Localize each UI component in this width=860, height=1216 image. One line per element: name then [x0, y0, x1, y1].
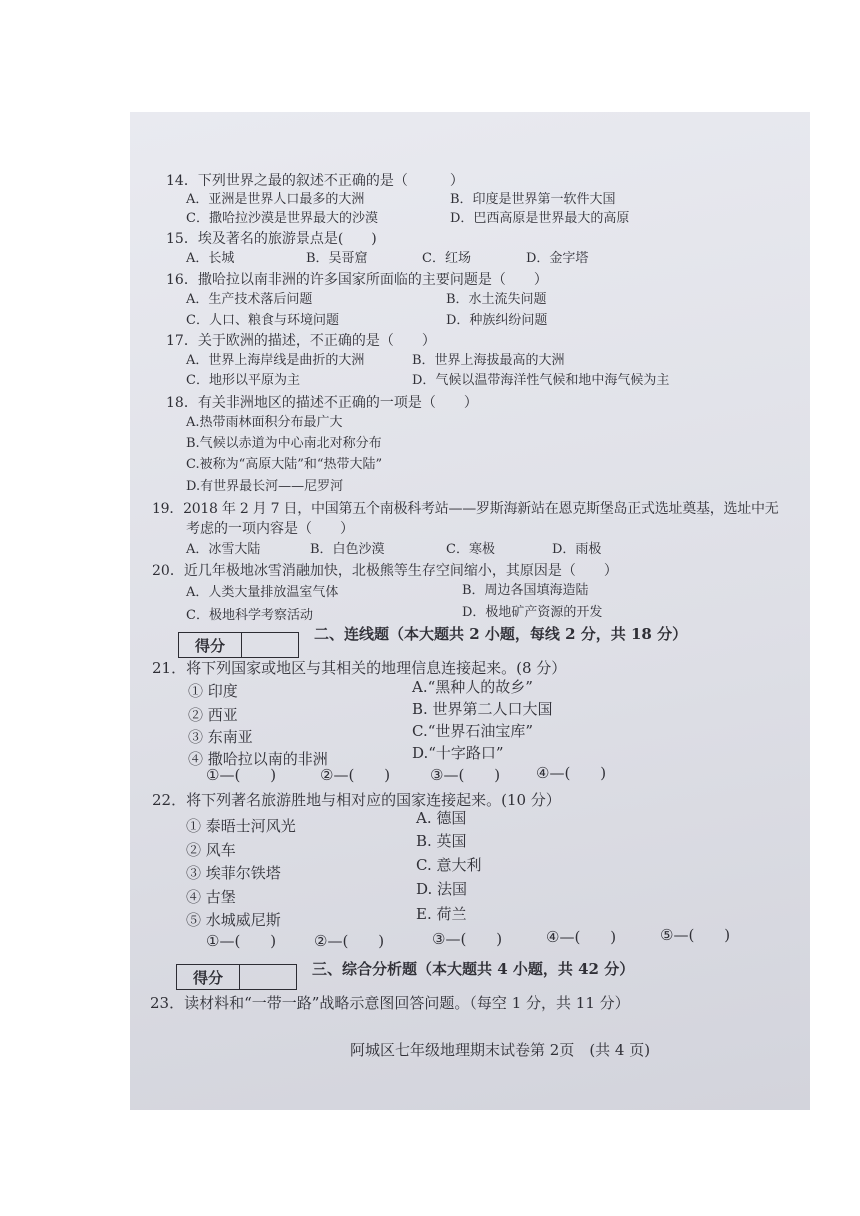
q20-option-b: B．周边各国填海造陆 — [462, 583, 589, 598]
q21-stem: 21．将下列国家或地区与其相关的地理信息连接起来。(8 分） — [152, 659, 567, 677]
q16-option-a: A．生产技术落后问题 — [186, 292, 313, 307]
q22-left-1: ① 泰晤士河风光 — [186, 817, 296, 835]
q20-option-d: D．极地矿产资源的开发 — [462, 605, 603, 620]
section3-title: 三、综合分析题（本大题共 4 小题，共 42 分） — [312, 960, 635, 978]
q18-option-c: C.被称为“高原大陆”和“热带大陆” — [186, 457, 383, 472]
q17-stem: 17．关于欧洲的描述，不正确的是（ ） — [166, 333, 436, 349]
q21-left-3: ③ 东南亚 — [188, 728, 253, 746]
q18-option-a: A.热带雨林面积分布最广大 — [186, 415, 343, 430]
section2-title: 二、连线题（本大题共 2 小题，每线 2 分，共 18 分） — [314, 625, 688, 643]
q17-option-a: A．世界上海岸线是曲折的大洲 — [186, 353, 365, 368]
q18-option-d: D.有世界最长河——尼罗河 — [186, 479, 344, 494]
q21-right-c: C.“世界石油宝库” — [412, 722, 534, 740]
q23-stem: 23．读材料和“一带一路”战略示意图回答问题。（每空 1 分，共 11 分） — [150, 994, 630, 1012]
q22-right-e: E. 荷兰 — [416, 905, 467, 923]
q17-option-b: B．世界上海拔最高的大洲 — [412, 353, 565, 368]
q22-stem: 22．将下列著名旅游胜地与相对应的国家连接起来。(10 分） — [152, 791, 561, 809]
q20-stem: 20．近几年极地冰雪消融加快，北极熊等生存空间缩小，其原因是（ ） — [152, 563, 618, 579]
q21-answer-2: ②—( ) — [320, 766, 391, 784]
q19-stem-line1: 19．2018 年 2 月 7 日，中国第五个南极科考站——罗斯海新站在恩克斯堡岛正式选址奠基，选址中无 — [152, 501, 779, 517]
q19-option-a: A．冰雪大陆 — [186, 542, 261, 557]
q22-answer-1: ①—( ) — [206, 932, 277, 950]
q22-right-d: D. 法国 — [416, 880, 468, 898]
q15-stem: 15．埃及著名的旅游景点是( ) — [166, 231, 377, 247]
q19-stem-line2: 考虑的一项内容是（ ） — [186, 521, 354, 537]
q20-option-a: A．人类大量排放温室气体 — [186, 585, 339, 600]
score-label: 得分 — [179, 633, 242, 657]
q21-right-b: B. 世界第二人口大国 — [412, 700, 553, 718]
q14-option-d: D．巴西高原是世界最大的高原 — [450, 211, 630, 226]
q15-option-d: D．金字塔 — [526, 251, 589, 266]
q21-left-4: ④ 撒哈拉以南的非洲 — [188, 750, 328, 768]
q16-option-d: D．种族纠纷问题 — [446, 313, 548, 328]
exam-page — [130, 112, 810, 1110]
q22-answer-3: ③—( ) — [432, 930, 503, 948]
section2-score-box — [178, 632, 299, 658]
q22-left-4: ④ 古堡 — [186, 888, 236, 906]
q16-option-b: B．水土流失问题 — [446, 292, 547, 307]
q22-left-2: ② 风车 — [186, 841, 236, 859]
q17-option-d: D．气候以温带海洋性气候和地中海气候为主 — [412, 373, 670, 388]
q21-left-2: ② 西亚 — [188, 706, 238, 724]
section3-score-box — [176, 964, 297, 990]
q19-option-c: C．寒极 — [446, 542, 495, 557]
score-blank — [240, 965, 296, 989]
score-blank — [242, 633, 298, 657]
q22-answer-4: ④—( ) — [546, 928, 617, 946]
q14-stem: 14．下列世界之最的叙述不正确的是（ ） — [166, 173, 464, 189]
q20-option-c: C．极地科学考察活动 — [186, 608, 313, 623]
q22-answer-2: ②—( ) — [314, 932, 385, 950]
q19-option-d: D．雨极 — [552, 542, 602, 557]
q16-option-c: C．人口、粮食与环境问题 — [186, 313, 339, 328]
q22-left-5: ⑤ 水城威尼斯 — [186, 911, 281, 929]
q21-right-d: D.“十字路口” — [412, 744, 504, 762]
q18-stem: 18．有关非洲地区的描述不正确的一项是（ ） — [166, 395, 478, 411]
q22-left-3: ③ 埃菲尔铁塔 — [186, 864, 281, 882]
q22-right-c: C. 意大利 — [416, 856, 482, 874]
q15-option-b: B．吴哥窟 — [306, 251, 368, 266]
q21-answer-3: ③—( ) — [430, 766, 501, 784]
q14-option-b: B．印度是世界第一软件大国 — [450, 192, 616, 207]
page-footer: 阿城区七年级地理期末试卷第 2页 (共 4 页) — [350, 1041, 651, 1059]
q22-answer-5: ⑤—( ) — [660, 926, 731, 944]
q22-right-a: A. 德国 — [416, 809, 467, 827]
q16-stem: 16．撒哈拉以南非洲的许多国家所面临的主要问题是（ ） — [166, 272, 548, 288]
q21-answer-4: ④—( ) — [536, 764, 607, 782]
score-label: 得分 — [177, 965, 240, 989]
q14-option-c: C．撒哈拉沙漠是世界最大的沙漠 — [186, 211, 378, 226]
q22-right-b: B. 英国 — [416, 832, 467, 850]
q15-option-a: A．长城 — [186, 251, 235, 266]
q14-option-a: A．亚洲是世界人口最多的大洲 — [186, 192, 365, 207]
q21-right-a: A.“黑种人的故乡” — [412, 678, 533, 696]
q15-option-c: C．红场 — [422, 251, 471, 266]
q21-left-1: ① 印度 — [188, 682, 238, 700]
q21-answer-1: ①—( ) — [206, 766, 277, 784]
q19-option-b: B．白色沙漠 — [310, 542, 385, 557]
q17-option-c: C．地形以平原为主 — [186, 373, 300, 388]
q18-option-b: B.气候以赤道为中心南北对称分布 — [186, 436, 382, 451]
